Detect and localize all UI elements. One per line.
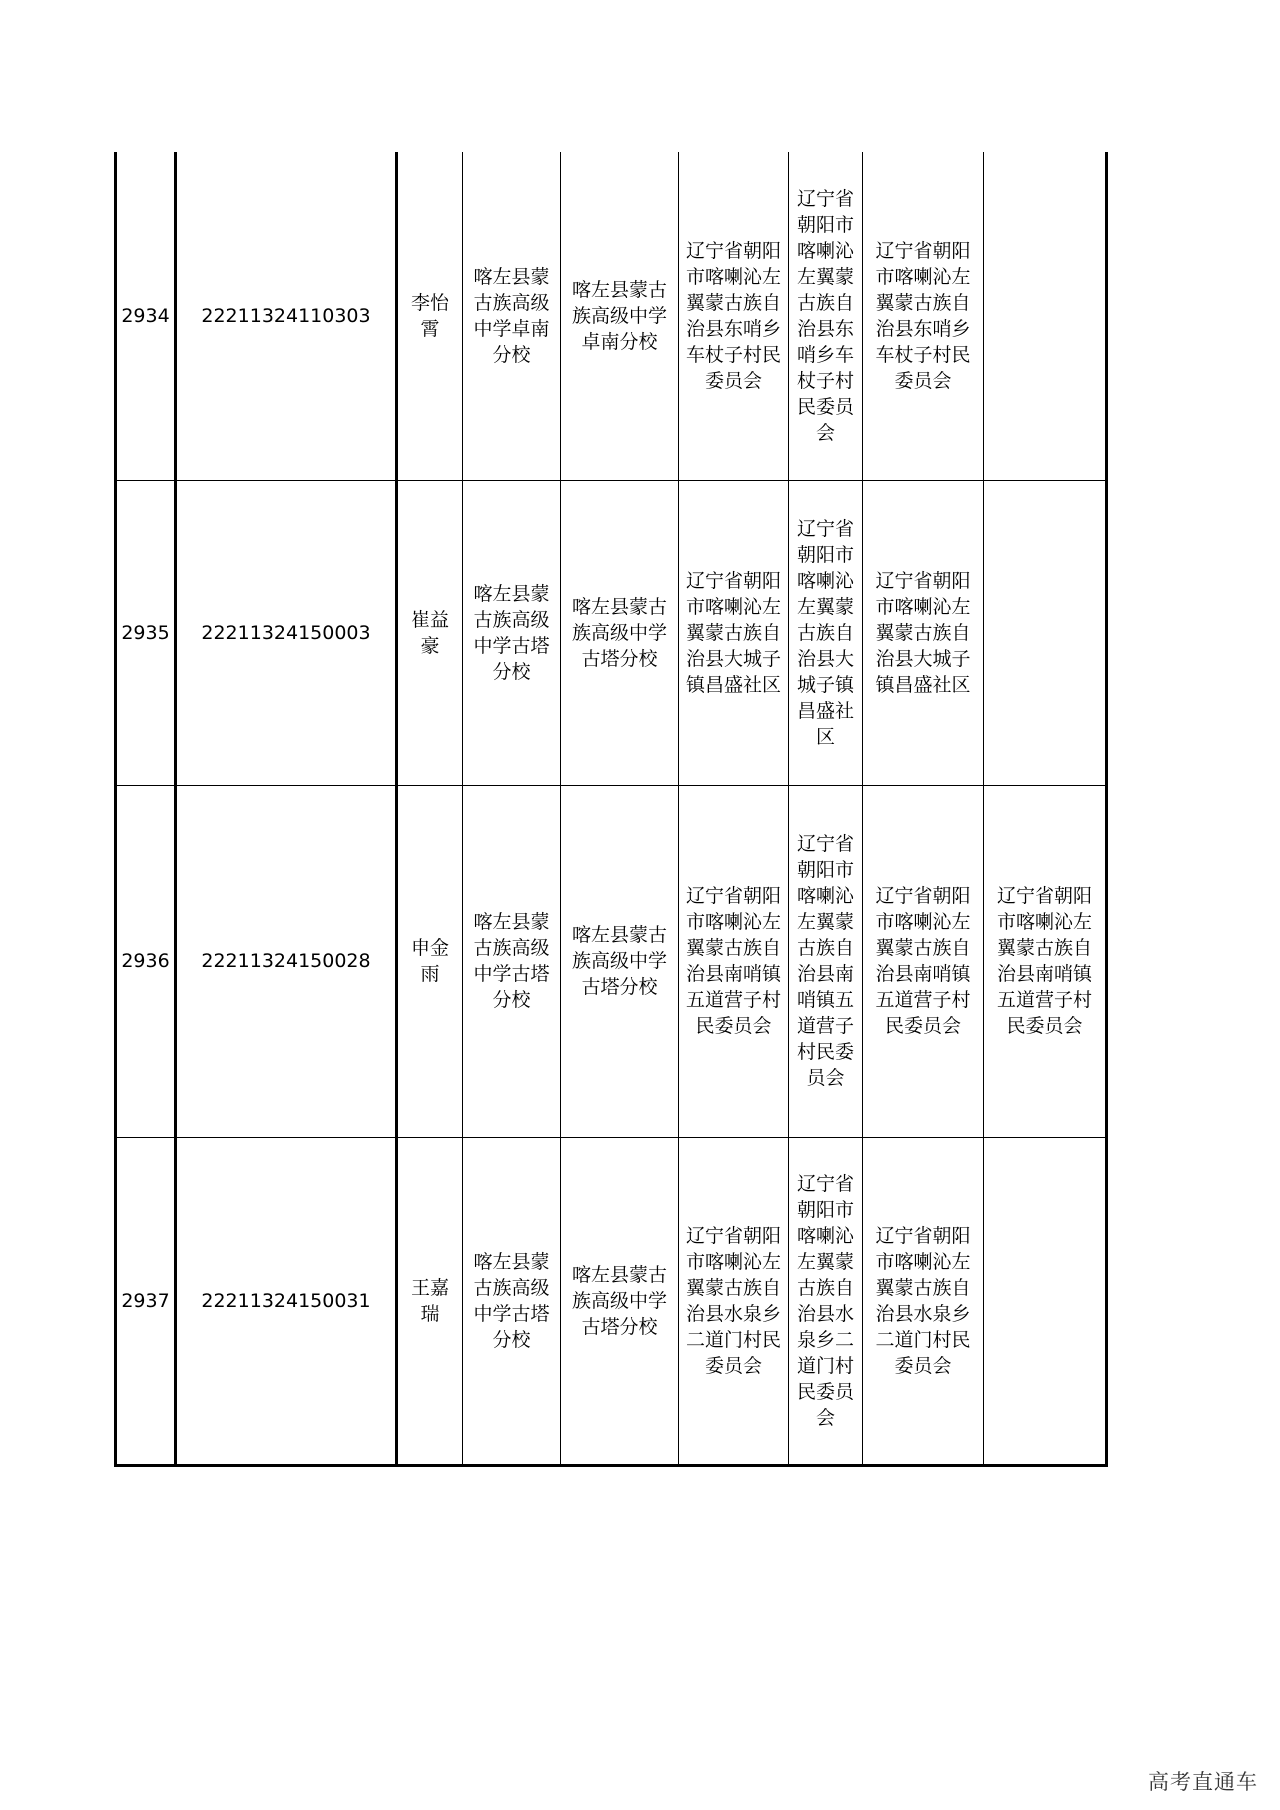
exam-number: 22211324150028 xyxy=(176,785,397,1137)
school-cell: 喀左县蒙古族高级中学古塔分校 xyxy=(561,480,679,785)
school-cell: 喀左县蒙古族高级中学古塔分校 xyxy=(463,785,561,1137)
address-cell: 辽宁省朝阳市喀喇沁左翼蒙古族自治县南哨镇五道营子村民委员会 xyxy=(679,785,789,1137)
row-index: 2937 xyxy=(116,1137,176,1465)
school-cell: 喀左县蒙古族高级中学古塔分校 xyxy=(561,785,679,1137)
student-name: 王嘉瑞 xyxy=(397,1137,463,1465)
address-cell: 辽宁省朝阳市喀喇沁左翼蒙古族自治县水泉乡二道门村民委员会 xyxy=(679,1137,789,1465)
school-cell: 喀左县蒙古族高级中学古塔分校 xyxy=(463,480,561,785)
exam-number: 22211324150031 xyxy=(176,1137,397,1465)
address-cell: 辽宁省朝阳市喀喇沁左翼蒙古族自治县水泉乡二道门村民委员会 xyxy=(863,1137,984,1465)
address-cell: 辽宁省朝阳市喀喇沁左翼蒙古族自治县南哨镇五道营子村民委员会 xyxy=(863,785,984,1137)
school-cell: 喀左县蒙古族高级中学古塔分校 xyxy=(561,1137,679,1465)
address-cell: 辽宁省朝阳市喀喇沁左翼蒙古族自治县水泉乡二道门村民委员会 xyxy=(789,1137,863,1465)
exam-number: 22211324110303 xyxy=(176,152,397,480)
address-cell: 辽宁省朝阳市喀喇沁左翼蒙古族自治县南哨镇五道营子村民委员会 xyxy=(789,785,863,1137)
table-row xyxy=(116,480,1107,785)
school-cell: 喀左县蒙古族高级中学古塔分校 xyxy=(463,1137,561,1465)
address-cell: 辽宁省朝阳市喀喇沁左翼蒙古族自治县大城子镇昌盛社区 xyxy=(863,480,984,785)
address-cell: 辽宁省朝阳市喀喇沁左翼蒙古族自治县东哨乡车杖子村民委员会 xyxy=(863,152,984,480)
address-cell xyxy=(984,480,1107,785)
address-cell xyxy=(984,1137,1107,1465)
address-cell: 辽宁省朝阳市喀喇沁左翼蒙古族自治县大城子镇昌盛社区 xyxy=(789,480,863,785)
school-cell: 喀左县蒙古族高级中学卓南分校 xyxy=(463,152,561,480)
student-name: 李怡霄 xyxy=(397,152,463,480)
row-index: 2936 xyxy=(116,785,176,1137)
address-cell xyxy=(984,152,1107,480)
student-name: 申金雨 xyxy=(397,785,463,1137)
student-name: 崔益豪 xyxy=(397,480,463,785)
table-row xyxy=(116,1137,1107,1465)
table-row xyxy=(116,785,1107,1137)
watermark-brand: 高考直通车 xyxy=(1148,1770,1258,1794)
table-row xyxy=(116,152,1107,480)
address-cell: 辽宁省朝阳市喀喇沁左翼蒙古族自治县东哨乡车杖子村民委员会 xyxy=(679,152,789,480)
row-index: 2935 xyxy=(116,480,176,785)
school-cell: 喀左县蒙古族高级中学卓南分校 xyxy=(561,152,679,480)
exam-number: 22211324150003 xyxy=(176,480,397,785)
address-cell: 辽宁省朝阳市喀喇沁左翼蒙古族自治县东哨乡车杖子村民委员会 xyxy=(789,152,863,480)
roster-table xyxy=(114,152,1108,1467)
row-index: 2934 xyxy=(116,152,176,480)
address-cell: 辽宁省朝阳市喀喇沁左翼蒙古族自治县大城子镇昌盛社区 xyxy=(679,480,789,785)
address-cell: 辽宁省朝阳市喀喇沁左翼蒙古族自治县南哨镇五道营子村民委员会 xyxy=(984,785,1107,1137)
